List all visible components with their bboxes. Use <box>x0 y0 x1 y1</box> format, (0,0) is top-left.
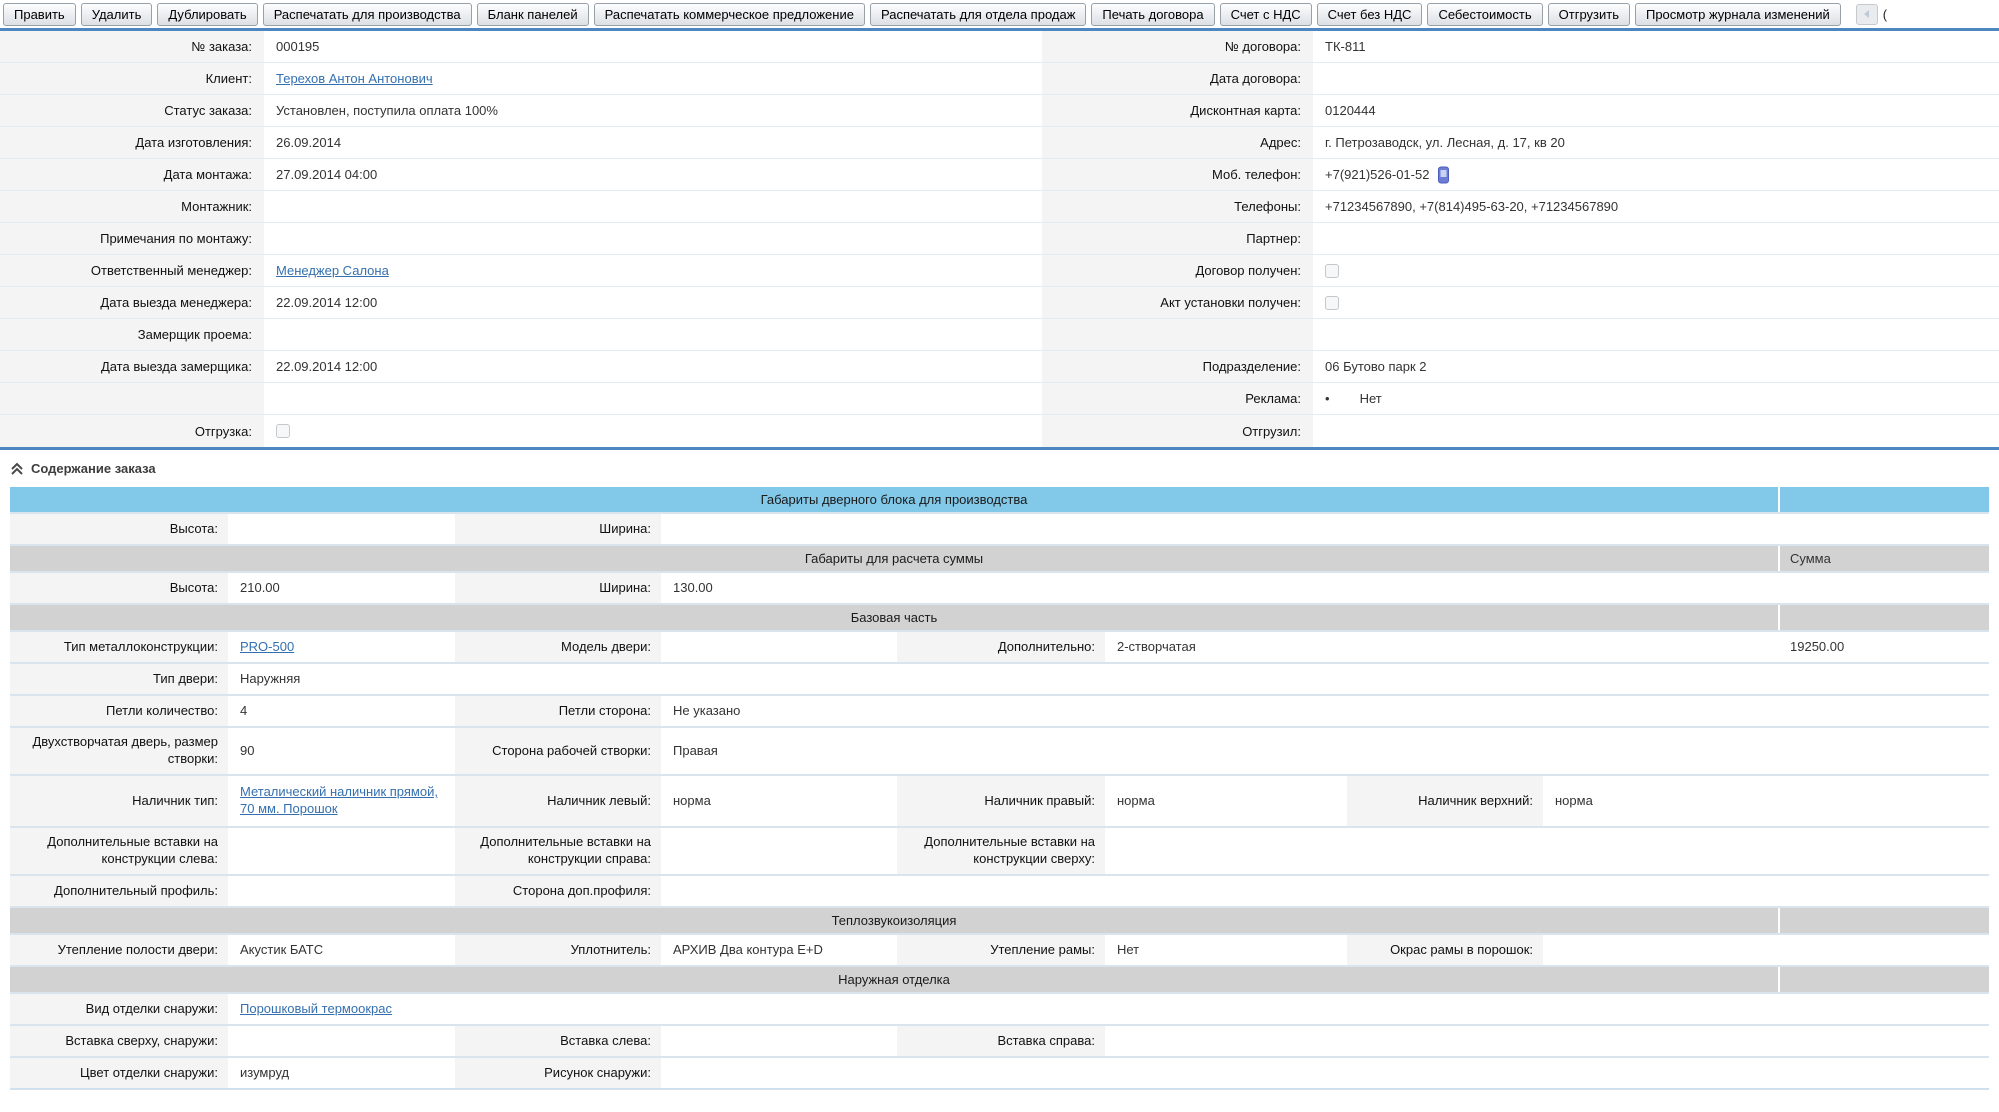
form-row-installation-notes <box>0 223 1999 255</box>
form-row-order-number <box>0 31 1999 63</box>
exterior-color-value: изумруд <box>240 1064 290 1080</box>
exterior-insert-right-value <box>1107 1026 1778 1056</box>
double-door-label: Двухстворчатая дверь, размер створки: <box>10 728 228 774</box>
exterior-finish-kind-value <box>230 994 1778 1024</box>
installer-value <box>264 191 1042 223</box>
calc-width-value: 130.00 <box>673 579 713 595</box>
metal-structure-value <box>230 632 453 662</box>
bullet-icon: • <box>1325 391 1330 406</box>
invoice-without-vat-button[interactable]: Счет без НДС <box>1317 3 1423 26</box>
exterior-pattern-label: Рисунок снаружи: <box>455 1058 661 1088</box>
installer-label: Монтажник: <box>0 191 264 223</box>
hinges-count-value: 4 <box>240 702 248 718</box>
working-leaf-side-label: Сторона рабочей створки: <box>455 728 661 774</box>
door-type-label: Тип двери: <box>10 664 228 694</box>
exterior-insert-right-label: Вставка справа: <box>897 1026 1105 1056</box>
seal-value: АРХИВ Два контура E+D <box>673 941 823 957</box>
door-model-value <box>663 632 895 662</box>
contract-date-label: Дата договора: <box>1042 63 1313 95</box>
exterior-inserts-sum <box>1780 1026 1989 1056</box>
form-row-manufacture-date <box>0 127 1999 159</box>
ship-button[interactable]: Отгрузить <box>1548 3 1630 26</box>
installation-act-received-checkbox[interactable] <box>1325 296 1339 310</box>
order-status-value: Установлен, поступила оплата 100% <box>264 95 1042 127</box>
client-value <box>264 63 1042 95</box>
profile-side-value <box>663 876 1778 906</box>
mobile-phone-label: Моб. телефон: <box>1042 159 1313 191</box>
toolbar <box>0 0 1999 28</box>
row-additional-profile <box>10 874 1989 906</box>
form-row-installation-date <box>0 159 1999 191</box>
mobile-phone-number: +7(921)526-01-52 <box>1325 167 1430 182</box>
door-type-value: Наружняя <box>240 670 301 686</box>
installation-notes-value <box>264 223 1042 255</box>
row-exterior-color <box>10 1056 1989 1088</box>
insulation-sum-band-cell <box>1780 908 1989 933</box>
inserts-sum <box>1780 828 1989 874</box>
exterior-pattern-value <box>663 1058 1778 1088</box>
installation-date-value: 27.09.2014 04:00 <box>264 159 1042 191</box>
invoice-with-vat-button[interactable]: Счет с НДС <box>1220 3 1312 26</box>
profile-side-label: Сторона доп.профиля: <box>455 876 661 906</box>
exterior-insert-left-label: Вставка слева: <box>455 1026 661 1056</box>
installation-act-received-label: Акт установки получен: <box>1042 287 1313 319</box>
table-band-production <box>10 487 1989 512</box>
row-insulation <box>10 933 1989 965</box>
measurer-visit-date-value: 22.09.2014 12:00 <box>264 351 1042 383</box>
responsible-manager-link[interactable]: Менеджер Салона <box>276 263 389 278</box>
row-casing <box>10 774 1989 826</box>
phones-value: +71234567890, +7(814)495-63-20, +71234567890 <box>1313 191 1999 223</box>
empty-left-label <box>0 383 264 415</box>
insulation-sum <box>1780 935 1989 965</box>
prod-height-value <box>230 514 453 544</box>
responsible-manager-value <box>264 255 1042 287</box>
inserts-top-label: Дополнительные вставки на конструкции сверху: <box>897 828 1105 874</box>
delete-button[interactable]: Удалить <box>81 3 153 26</box>
additional-label: Дополнительно: <box>897 632 1105 662</box>
calc-height-value: 210.00 <box>240 579 280 595</box>
row-exterior-inserts <box>10 1024 1989 1056</box>
exterior-finish-kind-link[interactable]: Порошковый термоокрас <box>240 1000 392 1016</box>
sum-column-header: Сумма <box>1780 546 1989 571</box>
cost-price-button[interactable]: Себестоимость <box>1427 3 1542 26</box>
trailing-paren-text: ( <box>1882 6 1888 22</box>
row-calc-dimensions <box>10 571 1989 603</box>
division-value: 06 Бутово парк 2 <box>1313 351 1999 383</box>
row-exterior-kind <box>10 992 1989 1024</box>
form-row-installer <box>0 191 1999 223</box>
discount-card-label: Дисконтная карта: <box>1042 95 1313 127</box>
prod-width-label: Ширина: <box>455 514 661 544</box>
hinges-side-value: Не указано <box>673 702 741 718</box>
address-value: г. Петрозаводск, ул. Лесная, д. 17, кв 20 <box>1313 127 1999 159</box>
installation-act-received-value <box>1313 287 1999 319</box>
double-door-value: 90 <box>240 742 255 758</box>
contract-date-value <box>1313 63 1999 95</box>
print-sales-dept-button[interactable]: Распечатать для отдела продаж <box>870 3 1086 26</box>
shipped-by-label: Отгрузил: <box>1042 415 1313 447</box>
order-number-value: 000195 <box>264 31 1042 63</box>
casing-type-label: Наличник тип: <box>10 776 228 826</box>
row-door-type <box>10 662 1989 694</box>
inserts-right-value <box>663 828 895 874</box>
exterior-sum-band-cell <box>1780 967 1989 992</box>
order-content-table <box>10 487 1989 1090</box>
row-inserts <box>10 826 1989 874</box>
discount-card-value: 0120444 <box>1313 95 1999 127</box>
view-change-log-button[interactable]: Просмотр журнала изменений <box>1635 3 1841 26</box>
table-band-calc <box>10 544 1989 571</box>
measurer-visit-date-label: Дата выезда замерщика: <box>0 351 264 383</box>
calc-width-label: Ширина: <box>455 573 661 603</box>
frame-powder-paint-value <box>1545 935 1778 965</box>
section-title: Содержание заказа <box>31 461 156 476</box>
order-details-form <box>0 28 1999 450</box>
casing-top-label: Наличник верхний: <box>1347 776 1543 826</box>
exterior-finish-band: Наружная отделка <box>10 967 1778 992</box>
collapse-section-icon[interactable] <box>10 462 24 475</box>
contract-received-label: Договор получен: <box>1042 255 1313 287</box>
table-band-insulation <box>10 906 1989 933</box>
frame-insulation-label: Утепление рамы: <box>897 935 1105 965</box>
manufacture-date-value: 26.09.2014 <box>264 127 1042 159</box>
duplicate-button[interactable]: Дублировать <box>157 3 257 26</box>
manager-visit-date-value: 22.09.2014 12:00 <box>264 287 1042 319</box>
exterior-color-label: Цвет отделки снаружи: <box>10 1058 228 1088</box>
metal-structure-sum: 19250.00 <box>1790 638 1845 654</box>
manufacture-date-label: Дата изготовления: <box>0 127 264 159</box>
prod-width-value <box>663 514 895 544</box>
calc-height-label: Высота: <box>10 573 228 603</box>
door-model-label: Модель двери: <box>455 632 661 662</box>
inserts-left-label: Дополнительные вставки на конструкции слева: <box>10 828 228 874</box>
metal-structure-label: Тип металлоконструкции: <box>10 632 228 662</box>
base-part-sum-band-cell <box>1780 605 1989 630</box>
form-row-client <box>0 63 1999 95</box>
base-part-band: Базовая часть <box>10 605 1778 630</box>
exterior-kind-sum <box>1780 994 1989 1024</box>
partner-label: Партнер: <box>1042 223 1313 255</box>
shipment-value <box>264 415 1042 447</box>
hinges-side-label: Петли сторона: <box>455 696 661 726</box>
casing-top-value: норма <box>1555 792 1593 808</box>
hinges-count-label: Петли количество: <box>10 696 228 726</box>
form-row-measurer-visit-date <box>0 351 1999 383</box>
form-row-measurer <box>0 319 1999 351</box>
prod-dimensions-filler <box>897 514 1778 544</box>
print-commercial-offer-button[interactable]: Распечатать коммерческое предложение <box>594 3 865 26</box>
advertising-label: Реклама: <box>1042 383 1313 415</box>
empty-left-value <box>264 383 1042 415</box>
calc-dimensions-band: Габариты для расчета суммы <box>10 546 1778 571</box>
cavity-insulation-value: Акустик БАТС <box>240 941 324 957</box>
back-button[interactable] <box>1856 4 1878 25</box>
hinges-sum <box>1780 696 1989 726</box>
form-row-status <box>0 95 1999 127</box>
exterior-color-sum <box>1780 1058 1989 1088</box>
row-production-dimensions <box>10 512 1989 544</box>
casing-right-label: Наличник правый: <box>897 776 1105 826</box>
insulation-band: Теплозвукоизоляция <box>10 908 1778 933</box>
metal-structure-link[interactable]: PRO-500 <box>240 638 295 654</box>
empty-right-label <box>1042 319 1313 351</box>
row-double-door <box>10 726 1989 774</box>
client-label: Клиент: <box>0 63 264 95</box>
casing-left-label: Наличник левый: <box>455 776 661 826</box>
form-row-shipment <box>0 415 1999 447</box>
advertising-value <box>1313 383 1999 415</box>
order-number-label: № заказа: <box>0 31 264 63</box>
door-type-sum <box>1780 664 1989 694</box>
exterior-finish-kind-label: Вид отделки снаружи: <box>10 994 228 1024</box>
prod-dimensions-sum <box>1780 514 1989 544</box>
partner-value <box>1313 223 1999 255</box>
casing-left-value: норма <box>673 792 711 808</box>
edit-button[interactable]: Править <box>3 3 76 26</box>
advertising-text: Нет <box>1359 391 1382 406</box>
installation-notes-label: Примечания по монтажу: <box>0 223 264 255</box>
row-hinges <box>10 694 1989 726</box>
shipment-label: Отгрузка: <box>0 415 264 447</box>
casing-type-link[interactable]: Металический наличник прямой, 70 мм. Порошок <box>240 784 438 816</box>
inserts-top-value <box>1107 828 1778 874</box>
row-metal-structure <box>10 630 1989 662</box>
opening-measurer-label: Замерщик проема: <box>0 319 264 351</box>
contract-received-value <box>1313 255 1999 287</box>
opening-measurer-value <box>264 319 1042 351</box>
contract-received-checkbox[interactable] <box>1325 264 1339 278</box>
profile-sum <box>1780 876 1989 906</box>
casing-right-value: норма <box>1117 792 1155 808</box>
form-row-manager-visit-date <box>0 287 1999 319</box>
order-content-section-header <box>0 450 1999 485</box>
exterior-insert-top-value <box>230 1026 453 1056</box>
mobile-phone-value <box>1313 159 1999 191</box>
order-status-label: Статус заказа: <box>0 95 264 127</box>
table-band-base <box>10 603 1989 630</box>
casing-sum <box>1780 776 1989 826</box>
left-arrow-icon <box>1862 9 1872 19</box>
shipment-checkbox[interactable] <box>276 424 290 438</box>
division-label: Подразделение: <box>1042 351 1313 383</box>
calc-dimensions-filler <box>897 573 1778 603</box>
contract-number-value: ТК-811 <box>1313 31 1999 63</box>
mobile-phone-icon[interactable] <box>1437 166 1450 184</box>
casing-type-value <box>230 776 453 826</box>
frame-insulation-value: Нет <box>1117 941 1140 957</box>
form-row-advertising <box>0 383 1999 415</box>
print-production-button[interactable]: Распечатать для производства <box>263 3 472 26</box>
cavity-insulation-label: Утепление полости двери: <box>10 935 228 965</box>
additional-profile-value <box>230 876 453 906</box>
exterior-insert-left-value <box>663 1026 895 1056</box>
installation-date-label: Дата монтажа: <box>0 159 264 191</box>
contract-number-label: № договора: <box>1042 31 1313 63</box>
exterior-insert-top-label: Вставка сверху, снаружи: <box>10 1026 228 1056</box>
inserts-left-value <box>230 828 453 874</box>
print-contract-button[interactable]: Печать договора <box>1091 3 1214 26</box>
inserts-right-label: Дополнительные вставки на конструкции справа: <box>455 828 661 874</box>
shipped-by-value <box>1313 415 1999 447</box>
form-row-manager <box>0 255 1999 287</box>
table-band-exterior <box>10 965 1989 992</box>
additional-profile-label: Дополнительный профиль: <box>10 876 228 906</box>
prod-height-label: Высота: <box>10 514 228 544</box>
empty-right-value <box>1313 319 1999 351</box>
calc-dimensions-sum <box>1780 573 1989 603</box>
phones-label: Телефоны: <box>1042 191 1313 223</box>
additional-value: 2-створчатая <box>1117 638 1196 654</box>
production-dimensions-band: Габариты дверного блока для производства <box>10 487 1778 512</box>
production-sum-band-cell <box>1780 487 1989 512</box>
responsible-manager-label: Ответственный менеджер: <box>0 255 264 287</box>
double-door-sum <box>1780 728 1989 774</box>
frame-powder-paint-label: Окрас рамы в порошок: <box>1347 935 1543 965</box>
manager-visit-date-label: Дата выезда менеджера: <box>0 287 264 319</box>
client-link[interactable]: Терехов Антон Антонович <box>276 71 433 86</box>
working-leaf-side-value: Правая <box>673 742 718 758</box>
seal-label: Уплотнитель: <box>455 935 661 965</box>
address-label: Адрес: <box>1042 127 1313 159</box>
panel-blank-button[interactable]: Бланк панелей <box>477 3 589 26</box>
